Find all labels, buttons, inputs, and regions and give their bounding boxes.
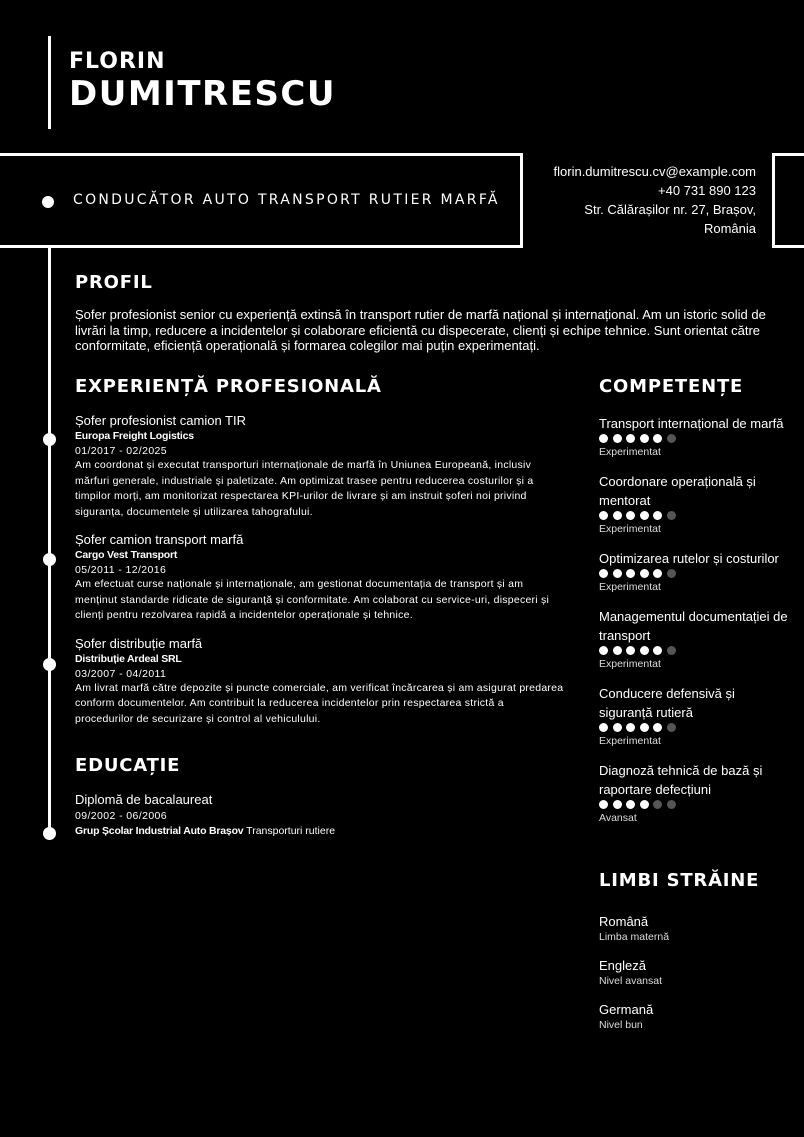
skill-name: Coordonare operațională și mentorat [599, 474, 756, 508]
skill-rating [599, 511, 789, 521]
contact-info [526, 162, 756, 238]
rating-dot-filled-icon [653, 569, 662, 578]
skill-level: Avansat [599, 812, 637, 824]
language-name: Germană [599, 1002, 654, 1017]
profile-text: Șofer profesionist senior cu experiență extinsă în transport rutier de marfă național și internațional. Am un istoric solid de livrări la timp, reducere a incidentelor și colaborare eficientă cu dispecerate, clienți și echipe tehnice. Sunt orientat către conformitate, eficiență operațională și formarea colegilor mai puțin experimentați. [75, 307, 766, 353]
language-name: Engleză [599, 958, 646, 973]
rating-dot-empty-icon [667, 434, 676, 443]
bullet-dot-icon [42, 196, 54, 208]
rating-dot-filled-icon [626, 646, 635, 655]
language-item [599, 913, 789, 945]
job-company: Distribuție Ardeal SRL [75, 652, 182, 665]
skill-name: Managementul documentației de transport [599, 609, 788, 643]
education-school: Grup Școlar Industrial Auto Brașov [75, 825, 244, 837]
section-title-languages: LIMBI STRĂINE [599, 870, 760, 891]
timeline-dot-icon [43, 433, 56, 446]
rating-dot-filled-icon [613, 723, 622, 732]
rating-dot-empty-icon [653, 800, 662, 809]
timeline-line [48, 247, 51, 833]
skill-item [599, 414, 789, 459]
skill-name: Conducere defensivă și siguranță rutieră [599, 686, 735, 720]
education-school-line [75, 824, 565, 838]
job-entry [75, 532, 565, 624]
job-title-box [0, 153, 523, 248]
skill-name: Optimizarea rutelor și costurilor [599, 551, 779, 566]
skill-name: Diagnoză tehnică de bază și raportare defecțiuni [599, 763, 763, 797]
rating-dot-empty-icon [667, 569, 676, 578]
rating-dot-filled-icon [640, 800, 649, 809]
rating-dot-filled-icon [640, 434, 649, 443]
job-description: Am efectuat curse naționale și internaționale, am gestionat documentația de transport și am menținut standarde ridicate de siguranță și conformitate. Am colaborat cu service-uri, dispeceri și clienți pentru rezolvarea rapidă a incidentelor operaționale și tehnice. [75, 578, 550, 621]
job-company: Europa Freight Logistics [75, 430, 194, 442]
skill-level: Experimentat [599, 735, 661, 747]
job-role: Șofer distribuție marfă [75, 635, 203, 651]
education-section [75, 755, 565, 838]
skill-level: Experimentat [599, 446, 661, 458]
rating-dot-filled-icon [599, 646, 608, 655]
contact-address-line2: România [703, 221, 756, 236]
rating-dot-empty-icon [667, 511, 676, 520]
skill-item [599, 684, 789, 748]
rating-dot-filled-icon [599, 569, 608, 578]
rating-dot-filled-icon [613, 569, 622, 578]
job-entry [75, 413, 565, 520]
section-title-profile: PROFIL [75, 272, 153, 293]
rating-dot-filled-icon [626, 723, 635, 732]
rating-dot-filled-icon [640, 569, 649, 578]
rating-dot-filled-icon [626, 511, 635, 520]
decorative-box [772, 153, 804, 248]
language-item [599, 1001, 789, 1033]
first-name: FLORIN [69, 49, 166, 74]
rating-dot-empty-icon [667, 646, 676, 655]
skill-level: Experimentat [599, 658, 661, 670]
rating-dot-filled-icon [599, 434, 608, 443]
job-description: Am coordonat și executat transporturi internaționale de marfă în Uniunea Europeană, inclusiv mărfuri generale, industriale și paletizate. Am optimizat trasee pentru reducerea costurilor și a timpilor morți, am monitorizat respectarea KPI-urilor de livrare și am instruit șoferi noi privind siguranța, documentele și utilizarea tahografului. [75, 459, 534, 518]
section-title-experience: EXPERIENȚĂ PROFESIONALĂ [75, 376, 382, 397]
skill-rating [599, 434, 789, 444]
timeline-dot-icon [43, 553, 56, 566]
rating-dot-filled-icon [613, 511, 622, 520]
rating-dot-filled-icon [653, 434, 662, 443]
name-block [48, 36, 336, 129]
skill-level: Experimentat [599, 523, 661, 535]
rating-dot-filled-icon [653, 511, 662, 520]
job-title: CONDUCĂTOR AUTO TRANSPORT RUTIER MARFĂ [73, 192, 500, 208]
section-title-skills: COMPETENȚE [599, 376, 744, 397]
language-level: Limba maternă [599, 931, 670, 943]
skill-rating [599, 569, 789, 579]
contact-address-line1: Str. Călărașilor nr. 27, Brașov, [584, 202, 756, 217]
rating-dot-filled-icon [613, 646, 622, 655]
education-field: Transporturi rutiere [246, 825, 336, 837]
education-dates: 09/2002 - 06/2006 [75, 810, 168, 822]
rating-dot-empty-icon [667, 723, 676, 732]
job-role: Șofer camion transport marfă [75, 532, 244, 547]
rating-dot-filled-icon [599, 723, 608, 732]
skills-section [599, 376, 789, 825]
experience-section [75, 376, 565, 727]
skill-level: Experimentat [599, 581, 661, 593]
rating-dot-filled-icon [613, 434, 622, 443]
rating-dot-filled-icon [653, 723, 662, 732]
timeline-dot-icon [43, 658, 56, 671]
languages-section [599, 870, 789, 1033]
skill-item [599, 472, 789, 536]
rating-dot-filled-icon [626, 569, 635, 578]
rating-dot-filled-icon [626, 800, 635, 809]
rating-dot-filled-icon [640, 646, 649, 655]
job-company: Cargo Vest Transport [75, 549, 178, 561]
rating-dot-filled-icon [626, 434, 635, 443]
skill-item [599, 549, 789, 594]
skill-name: Transport internațional de marfă [599, 416, 784, 431]
section-title-education: EDUCAȚIE [75, 755, 181, 776]
skill-rating [599, 646, 789, 656]
job-dates: 03/2007 - 04/2011 [75, 667, 167, 680]
rating-dot-filled-icon [599, 800, 608, 809]
job-dates: 05/2011 - 12/2016 [75, 564, 167, 576]
language-item [599, 957, 789, 989]
timeline-dot-icon [43, 827, 56, 840]
rating-dot-filled-icon [613, 800, 622, 809]
job-description: Am livrat marfă către depozite și puncte comerciale, am verificat încărcarea și am asigurat predarea conform documentelor. Am contribuit la reducerea incidentelor prin respectarea strictă a procedurilor de securizare și control al vehiculului. [75, 681, 564, 725]
skill-rating [599, 723, 789, 733]
language-level: Nivel bun [599, 1019, 643, 1031]
skill-item [599, 607, 789, 671]
last-name: DUMITRESCU [69, 74, 336, 114]
job-role: Șofer profesionist camion TIR [75, 413, 246, 428]
rating-dot-filled-icon [640, 723, 649, 732]
skill-rating [599, 800, 789, 810]
contact-phone[interactable]: +40 731 890 123 [658, 183, 756, 198]
education-degree: Diplomă de bacalaureat [75, 792, 213, 807]
rating-dot-filled-icon [599, 511, 608, 520]
skill-item [599, 761, 789, 825]
rating-dot-filled-icon [640, 511, 649, 520]
job-entry [75, 636, 565, 728]
rating-dot-filled-icon [653, 646, 662, 655]
language-level: Nivel avansat [599, 975, 663, 987]
rating-dot-empty-icon [667, 800, 676, 809]
job-dates: 01/2017 - 02/2025 [75, 445, 168, 457]
language-name: Română [599, 914, 649, 929]
profile-section [75, 272, 775, 354]
contact-email[interactable]: florin.dumitrescu.cv@example.com [553, 164, 756, 179]
